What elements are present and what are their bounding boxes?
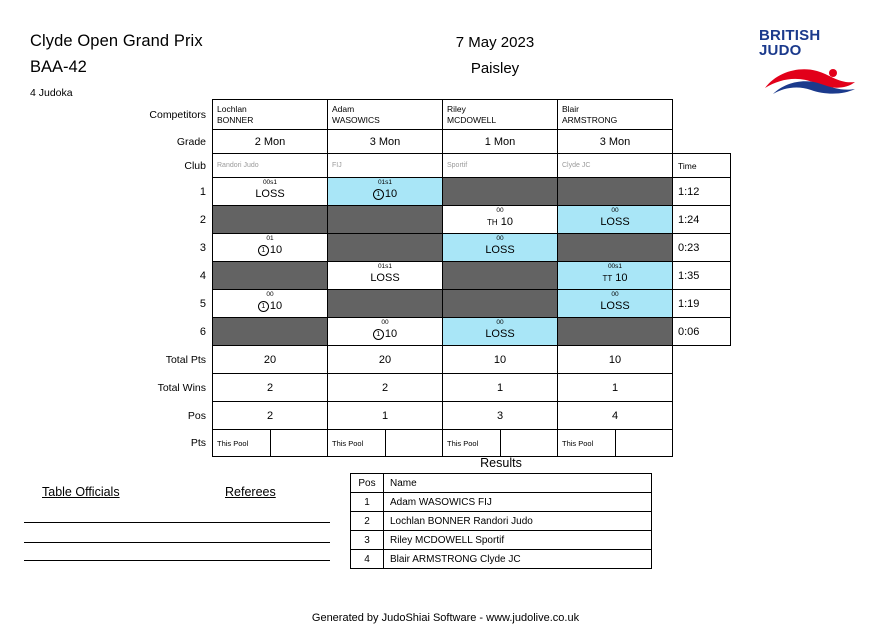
match-cell-blocked: [328, 234, 443, 262]
match-code: 00s1: [607, 263, 623, 270]
pts-value-3: [501, 430, 553, 456]
match-cell-blocked: [213, 262, 328, 290]
position-2: 1: [328, 402, 443, 430]
club-1: Randori Judo: [213, 154, 328, 178]
match-row: [140, 262, 731, 290]
round-label-5: 5: [199, 297, 206, 310]
pts-value-1: [271, 430, 323, 456]
competitor-first-4: Blair: [562, 104, 580, 114]
match-result: LOSS: [255, 188, 285, 200]
position-1: 2: [213, 402, 328, 430]
signature-line: [24, 522, 187, 523]
match-row: [140, 234, 731, 262]
pts-note-3: This Pool: [443, 430, 501, 456]
result-pos: 1: [351, 493, 384, 512]
judo-figure-icon: [759, 62, 863, 96]
row-position: [140, 402, 731, 430]
result-name: Riley MCDOWELL Sportif: [384, 531, 652, 550]
match-code: 00: [611, 207, 619, 214]
match-cell-blocked: [443, 290, 558, 318]
competitor-name-1: [213, 100, 328, 130]
total-wins-3: 1: [443, 374, 558, 402]
result-pos: 4: [351, 550, 384, 569]
match-result: [213, 298, 327, 314]
pts-value-4: [616, 430, 668, 456]
competitor-name-3: [443, 100, 558, 130]
match-score: 10: [384, 188, 398, 200]
match-cell-blocked: [558, 234, 673, 262]
match-cell[interactable]: [328, 318, 443, 346]
spacer: [673, 346, 731, 374]
match-cell[interactable]: [213, 178, 328, 206]
competitor-last-3: MCDOWELL: [447, 114, 497, 125]
match-time: 0:06: [673, 318, 731, 346]
competitor-name-2: [328, 100, 443, 130]
club-3: Sportif: [443, 154, 558, 178]
match-cell[interactable]: [443, 206, 558, 234]
match-cell-blocked: [558, 318, 673, 346]
match-score: 10: [500, 216, 513, 228]
match-code: 01: [266, 235, 274, 242]
pts-cell-4: [558, 430, 673, 457]
total-wins-1: 2: [213, 374, 328, 402]
round-label-2: 2: [199, 213, 206, 226]
match-score: 10: [615, 272, 628, 284]
label-pts: Pts: [140, 430, 213, 457]
match-code: 00: [496, 319, 504, 326]
match-score: 10: [384, 328, 398, 340]
round-label-4: 4: [199, 269, 206, 282]
round-label-3: 3: [199, 241, 206, 254]
total-wins-4: 1: [558, 374, 673, 402]
match-time: 0:23: [673, 234, 731, 262]
signature-line: [182, 560, 330, 561]
match-row: [140, 290, 731, 318]
pool-id: BAA-42: [30, 58, 87, 76]
logo-line-2: JUDO: [759, 42, 802, 59]
spacer: [673, 100, 731, 130]
total-wins-2: 2: [328, 374, 443, 402]
row-club: [140, 154, 731, 178]
ippon-icon: 1: [258, 301, 269, 312]
match-cell-blocked: [213, 318, 328, 346]
label-grade: Grade: [140, 130, 213, 154]
match-result: [328, 186, 442, 202]
competitor-first-3: Riley: [447, 104, 466, 114]
match-code: 00: [496, 235, 504, 242]
match-cell-blocked: [443, 178, 558, 206]
pts-note-2: This Pool: [328, 430, 386, 456]
total-points-2: 20: [328, 346, 443, 374]
spacer: [673, 402, 731, 430]
row-total-points: [140, 346, 731, 374]
match-time: 1:35: [673, 262, 731, 290]
pts-cell-2: [328, 430, 443, 457]
grade-2: 3 Mon: [328, 130, 443, 154]
table-row: [351, 531, 652, 550]
match-cell-blocked: [328, 290, 443, 318]
match-score: 10: [269, 244, 283, 256]
logo-text: [759, 28, 869, 58]
ippon-icon: 1: [373, 189, 384, 200]
row-total-wins: [140, 374, 731, 402]
match-cell[interactable]: [328, 262, 443, 290]
competitor-first-2: Adam: [332, 104, 355, 114]
label-club: Club: [140, 154, 213, 178]
page-header: [0, 0, 891, 99]
table-officials-heading: Table Officials: [42, 485, 120, 499]
logo-line-1: BRITISH: [759, 27, 821, 44]
table-row: [351, 493, 652, 512]
match-cell[interactable]: [213, 234, 328, 262]
match-code: 00: [496, 207, 504, 214]
match-cell[interactable]: [443, 318, 558, 346]
pts-cell-1: [213, 430, 328, 457]
total-points-3: 10: [443, 346, 558, 374]
table-row: [351, 512, 652, 531]
match-row: [140, 178, 731, 206]
match-cell-blocked: [213, 206, 328, 234]
grade-4: 3 Mon: [558, 130, 673, 154]
grade-1: 2 Mon: [213, 130, 328, 154]
judoka-count: 4 Judoka: [30, 87, 73, 99]
match-cell[interactable]: [443, 234, 558, 262]
results-header-row: [351, 474, 652, 493]
time-column-header: Time: [673, 154, 731, 178]
match-cell-blocked: [443, 262, 558, 290]
match-cell-blocked: [328, 206, 443, 234]
position-3: 3: [443, 402, 558, 430]
match-code: 00: [381, 319, 389, 326]
round-label-6: 6: [199, 325, 206, 338]
match-code: 00s1: [262, 179, 278, 186]
event-date: 7 May 2023: [455, 34, 535, 51]
match-code: 01s1: [377, 179, 393, 186]
round-label-1: 1: [199, 185, 206, 198]
ippon-icon: 1: [373, 329, 384, 340]
label-pos: Pos: [140, 402, 213, 430]
match-row: [140, 206, 731, 234]
match-score: 10: [269, 300, 283, 312]
match-cell-blocked: [558, 178, 673, 206]
result-name: Lochlan BONNER Randori Judo: [384, 512, 652, 531]
match-result: [213, 242, 327, 258]
table-row: [351, 550, 652, 569]
label-competitors: Competitors: [140, 100, 213, 130]
signature-line: [182, 522, 330, 523]
match-cell[interactable]: [328, 178, 443, 206]
match-result: [558, 270, 672, 287]
match-time: 1:24: [673, 206, 731, 234]
match-result: LOSS: [485, 328, 515, 340]
spacer: [673, 430, 731, 457]
competitor-last-4: ARMSTRONG: [562, 114, 618, 125]
signature-line: [24, 560, 187, 561]
signature-line: [24, 542, 187, 543]
label-total-wins: Total Wins: [140, 374, 213, 402]
event-info: [380, 34, 610, 77]
results-title: Results: [480, 456, 522, 470]
pool-table: [140, 99, 731, 457]
footer-text: Generated by JudoShiai Software - www.judolive.co.uk: [311, 612, 580, 624]
row-pts: [140, 430, 731, 457]
spacer: [673, 130, 731, 154]
match-prefix: TH: [487, 218, 498, 227]
competitor-first-1: Lochlan: [217, 104, 247, 114]
pts-note-4: This Pool: [558, 430, 616, 456]
result-name: Adam WASOWICS FIJ: [384, 493, 652, 512]
match-cell[interactable]: [558, 290, 673, 318]
pool-grid: [140, 99, 731, 457]
match-time: 1:19: [673, 290, 731, 318]
match-time: 1:12: [673, 178, 731, 206]
label-total-pts: Total Pts: [140, 346, 213, 374]
match-cell[interactable]: [558, 206, 673, 234]
results-section: [350, 456, 652, 569]
match-cell[interactable]: [213, 290, 328, 318]
competitor-last-2: WASOWICS: [332, 114, 380, 125]
referees-heading: Referees: [225, 485, 276, 499]
match-result: [328, 326, 442, 342]
results-col-pos: Pos: [351, 474, 384, 493]
spacer: [673, 374, 731, 402]
competitor-name-4: [558, 100, 673, 130]
grade-3: 1 Mon: [443, 130, 558, 154]
total-points-1: 20: [213, 346, 328, 374]
match-result: LOSS: [600, 300, 630, 312]
competitor-last-1: BONNER: [217, 114, 254, 125]
match-cell[interactable]: [558, 262, 673, 290]
row-grade: [140, 130, 731, 154]
pts-note-1: This Pool: [213, 430, 271, 456]
result-name: Blair ARMSTRONG Clyde JC: [384, 550, 652, 569]
event-place: Paisley: [470, 60, 520, 77]
match-code: 00: [266, 291, 274, 298]
match-result: LOSS: [485, 244, 515, 256]
match-result: [443, 214, 557, 231]
ippon-icon: 1: [258, 245, 269, 256]
match-code: 00: [611, 291, 619, 298]
results-col-name: Name: [384, 474, 652, 493]
match-result: LOSS: [370, 272, 400, 284]
club-2: FIJ: [328, 154, 443, 178]
match-prefix: TT: [602, 274, 613, 283]
pts-value-2: [386, 430, 438, 456]
signature-line: [182, 542, 330, 543]
competition-title: Clyde Open Grand Prix: [30, 32, 203, 50]
match-row: [140, 318, 731, 346]
british-judo-logo: [759, 28, 869, 94]
match-result: LOSS: [600, 216, 630, 228]
result-pos: 3: [351, 531, 384, 550]
pts-cell-3: [443, 430, 558, 457]
position-4: 4: [558, 402, 673, 430]
title-block: [30, 32, 203, 99]
club-4: Clyde JC: [558, 154, 673, 178]
results-table: [350, 473, 652, 569]
result-pos: 2: [351, 512, 384, 531]
total-points-4: 10: [558, 346, 673, 374]
match-code: 01s1: [377, 263, 393, 270]
row-competitors: [140, 100, 731, 130]
